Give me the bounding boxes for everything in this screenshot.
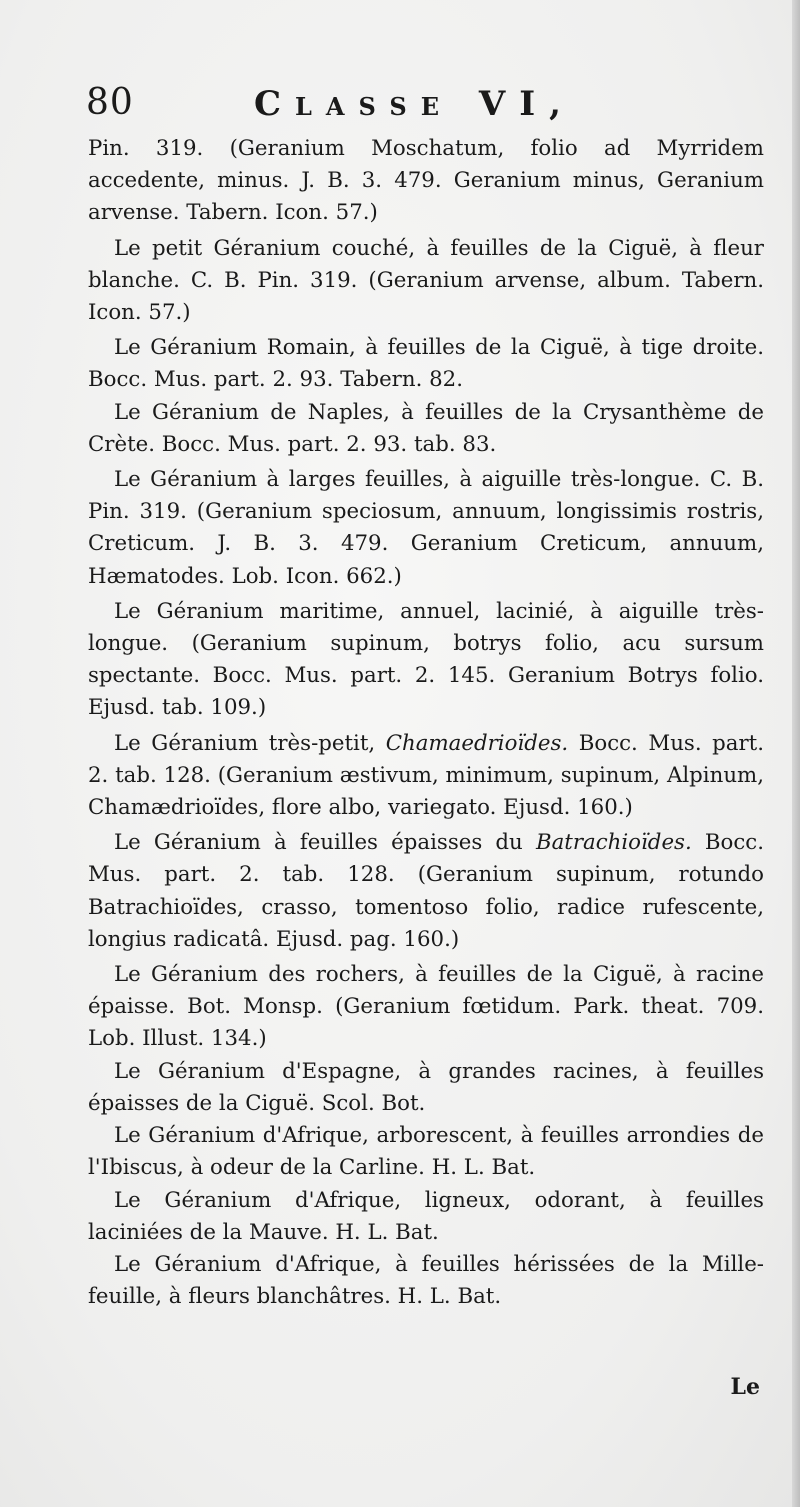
paragraph: Le Géranium d'Espagne, à grandes racines, à feuilles épaisses de la Ciguë. Scol. Bot.	[88, 1058, 764, 1116]
paragraph: Le Géranium des rochers, à feuilles de la Ciguë, à racine épaisse. Bot. Monsp. (Geranium fœtidum. Park. theat. 709. Lob. Illust. 134.)	[88, 962, 764, 1052]
paragraph-text: Le Géranium à feuilles épaisses du	[114, 830, 536, 856]
paragraph-italic-text: Chamaedrioïdes.	[385, 730, 569, 756]
paragraph	[88, 728, 764, 825]
page-number: 80	[86, 82, 134, 123]
body-text	[88, 133, 764, 1313]
paragraph: Le Géranium Romain, à feuilles de la Ciguë, à tige droite. Bocc. Mus. part. 2. 93. Tabern. 82.	[88, 335, 764, 393]
paragraph: Le petit Géranium couché, à feuilles de la Ciguë, à fleur blanche. C. B. Pin. 319. (Geranium arvense, album. Tabern. Icon. 57.)	[88, 235, 764, 326]
page-gutter	[792, 0, 800, 1507]
catchword: Le	[730, 1374, 760, 1400]
page-header	[86, 82, 766, 132]
paragraph-text: Le Géranium très-petit,	[114, 730, 386, 756]
paragraph-italic-text: Batrachioïdes.	[535, 830, 692, 856]
paragraph: Le Géranium à larges feuilles, à aiguille très-longue. C. B. Pin. 319. (Geranium speciosum, annuum, longissimis rostris, Creticum. J. B. 3. 479. Geranium Creticum, annuum, Hæmatodes. Lob. Icon. 662.)	[88, 467, 764, 589]
paragraph: Le Géranium de Naples, à feuilles de la Crysanthème de Crète. Bocc. Mus. part. 2. 93. tab. 83.	[88, 399, 764, 457]
paragraph: Pin. 319. (Geranium Moschatum, folio ad Myrridem accedente, minus. J. B. 3. 479. Geranium minus, Geranium arvense. Tabern. Icon. 57.)	[88, 136, 764, 226]
paragraph: Le Géranium d'Afrique, ligneux, odorant, à feuilles laciniées de la Mauve. H. L. Bat.	[88, 1187, 764, 1245]
paragraph: Le Géranium d'Afrique, à feuilles hérissées de la Mille-feuille, à fleurs blanchâtres. H. L. Bat.	[88, 1251, 764, 1310]
running-title: Classe VI,	[254, 84, 575, 124]
paragraph	[88, 827, 764, 956]
paragraph: Le Géranium d'Afrique, arborescent, à feuilles arrondies de l'Ibiscus, à odeur de la Carline. H. L. Bat.	[88, 1123, 764, 1181]
paragraph-text: Bocc. Mus. part. 2. tab. 128. (Geranium æstivum, minimum, supinum, Alpinum, Chamædrioïdes, flore albo, variegato. Ejusd. 160.)	[88, 730, 765, 821]
paragraph-text: Bocc. Mus. part. 2. tab. 128. (Geranium supinum, rotundo Batrachioïdes, crasso, tomentoso folio, radice rufescente, longius radicatâ. Ejusd. pag. 160.)	[88, 830, 764, 952]
paragraph: Le Géranium maritime, annuel, lacinié, à aiguille très-longue. (Geranium supinum, botrys folio, acu sursum spectante. Bocc. Mus. part. 2. 145. Geranium Botrys folio. Ejusd. tab. 109.)	[88, 598, 764, 721]
